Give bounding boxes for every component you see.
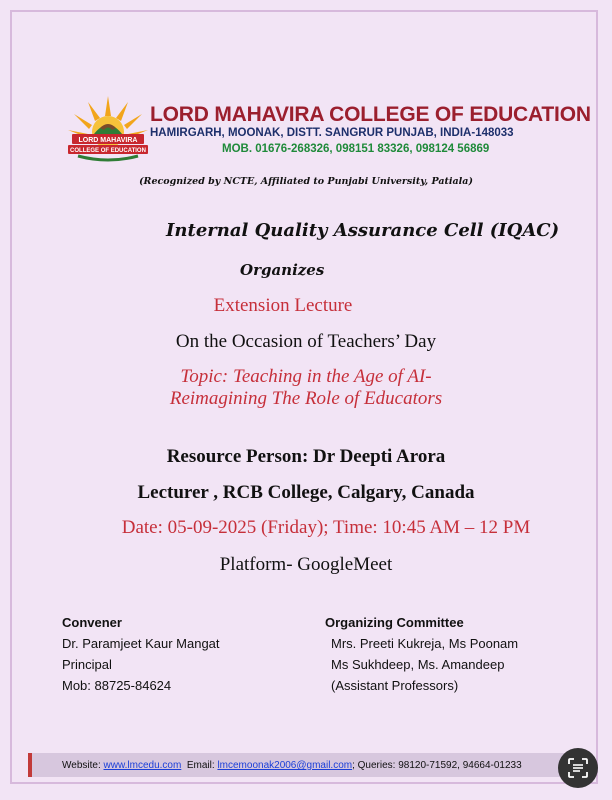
topic-line-2: Reimagining The Role of Educators: [169, 388, 443, 409]
document-scan-icon: [567, 757, 589, 779]
event-occasion: On the Occasion of Teachers’ Day: [175, 331, 437, 352]
committee-block: [325, 612, 518, 696]
committee-heading: Organizing Committee: [325, 615, 464, 630]
resource-person: Resource Person: Dr Deepti Arora: [166, 446, 446, 467]
organizer-title: Internal Quality Assurance Cell (IQAC): [166, 220, 560, 241]
logo-text-line2: COLLEGE OF EDUCATION: [70, 148, 146, 154]
event-datetime: Date: 05-09-2025 (Friday); Time: 10:45 AM – 12 PM: [121, 517, 531, 538]
convener-mobile: Mob: 88725-84624: [62, 678, 172, 693]
queries-text: ; Queries: 98120-71592, 94664-01233: [352, 760, 522, 771]
event-platform: Platform- GoogleMeet: [219, 554, 393, 575]
convener-heading: Convener: [62, 615, 122, 630]
college-emblem-icon: [64, 94, 152, 164]
email-label: Email:: [186, 760, 218, 771]
email-link[interactable]: lmcemoonak2006@gmail.com: [217, 760, 353, 771]
organizes-label: Organizes: [240, 261, 325, 279]
convener-name: Dr. Paramjeet Kaur Mangat: [62, 636, 220, 651]
committee-line-1: Mrs. Preeti Kukreja, Ms Poonam: [331, 636, 519, 651]
convener-block: [62, 612, 220, 696]
committee-line-3: (Assistant Professors): [331, 678, 459, 693]
event-type: Extension Lecture: [213, 295, 353, 316]
resource-designation: Lecturer , RCB College, Calgary, Canada: [137, 482, 475, 503]
college-address: HAMIRGARH, MOONAK, DISTT. SANGRUR PUNJAB, INDIA-148033: [150, 127, 514, 139]
topic-line-1: Topic: Teaching in the Age of AI-: [180, 366, 432, 387]
footer-text: [62, 760, 522, 771]
website-link[interactable]: www.lmcedu.com: [103, 760, 182, 771]
college-name: LORD MAHAVIRA COLLEGE OF EDUCATION: [150, 103, 591, 126]
website-label: Website:: [62, 760, 104, 771]
document-scan-button[interactable]: [558, 748, 598, 788]
convener-role: Principal: [62, 657, 112, 672]
committee-line-2: Ms Sukhdeep, Ms. Amandeep: [331, 657, 505, 672]
logo-text-line1: LORD MAHAVIRA: [78, 137, 138, 144]
recognition-line: (Recognized by NCTE, Affiliated to Punjabi University, Patiala): [139, 176, 473, 187]
college-mobile: MOB. 01676-268326, 098151 83326, 098124 56869: [222, 143, 490, 155]
